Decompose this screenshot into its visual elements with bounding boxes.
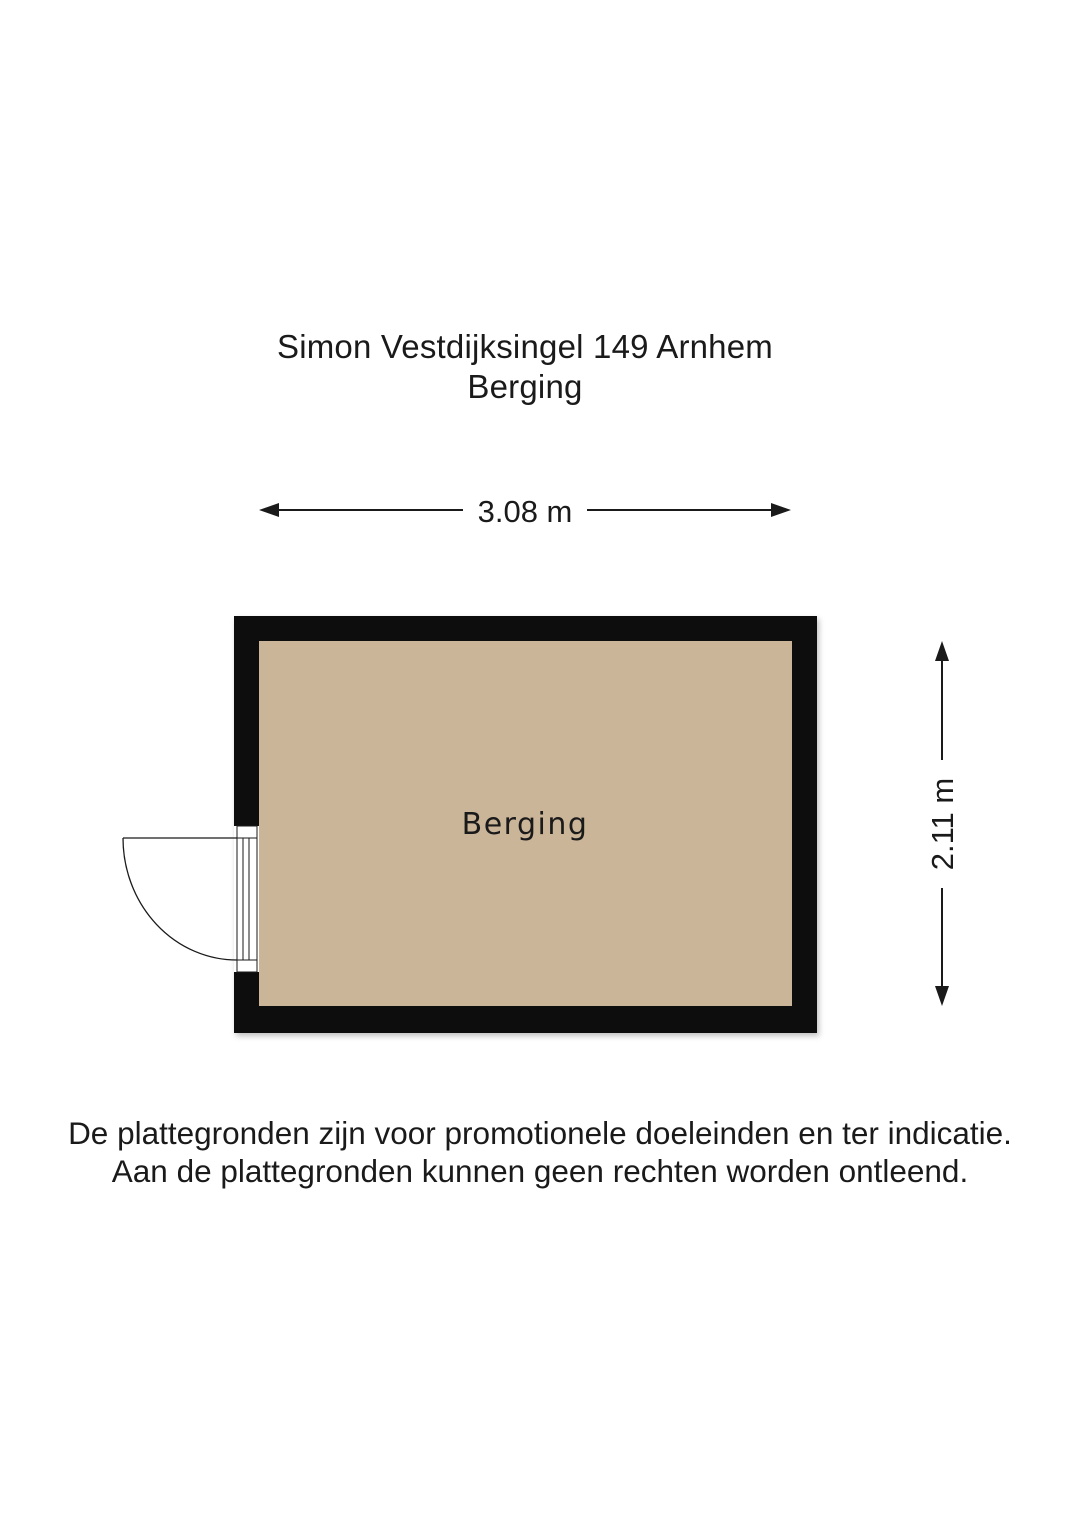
arrow-right-icon xyxy=(771,503,791,517)
door-frame xyxy=(237,826,257,972)
door-swing-arc xyxy=(123,838,237,960)
width-dimension xyxy=(259,494,791,529)
width-dimension-label: 3.08 m xyxy=(477,494,573,529)
height-dimension-label: 2.11 m xyxy=(925,777,960,871)
floor-title: Berging xyxy=(467,368,583,405)
disclaimer-line-1: De plattegronden zijn voor promotionele doeleinden en ter indicatie. xyxy=(68,1115,1012,1151)
disclaimer-line-2: Aan de plattegronden kunnen geen rechten worden ontleend. xyxy=(111,1153,969,1189)
arrow-up-icon xyxy=(935,641,949,661)
arrow-down-icon xyxy=(935,986,949,1006)
room-berging xyxy=(123,616,817,1033)
address-title: Simon Vestdijksingel 149 Arnhem xyxy=(277,328,773,365)
arrow-left-icon xyxy=(259,503,279,517)
height-dimension xyxy=(925,641,960,1006)
room-label: Berging xyxy=(461,807,589,842)
